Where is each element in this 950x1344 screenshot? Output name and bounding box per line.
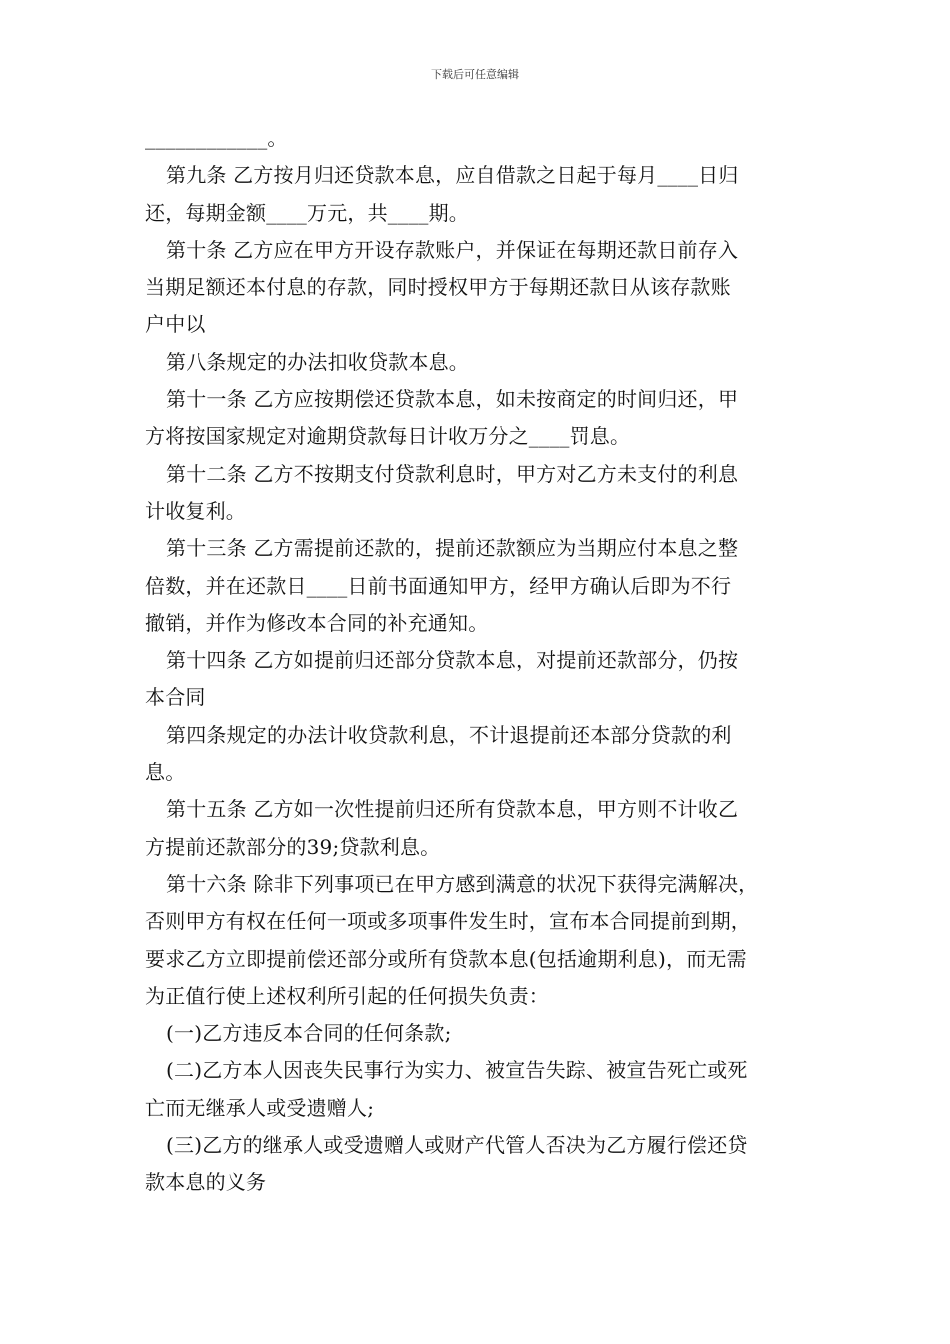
text-line: 方提前还款部分的39;贷款利息。 [145, 834, 441, 859]
text-line: 方将按国家规定对逾期贷款每日计收万分之____罚息。 [145, 424, 631, 449]
text-line: 第九条 乙方按月归还贷款本息，应自借款之日起于每月____日归 [166, 163, 739, 188]
text-line: ____________。 [145, 126, 288, 150]
text-line: 第十一条 乙方应按期偿还贷款本息，如未按商定的时间归还，甲 [166, 387, 739, 412]
text-line: 第十二条 乙方不按期支付贷款利息时，甲方对乙方未支付的利息 [166, 461, 739, 486]
text-line: 为正值行使上述权利所引起的任何损失负责： [145, 983, 549, 1008]
text-line: (二)乙方本人因丧失民事行为实力、被宣告失踪、被宣告死亡或死 [166, 1058, 748, 1083]
text-line: (一)乙方违反本合同的任何条款; [166, 1021, 452, 1046]
text-line: 第四条规定的办法计收贷款利息，不计退提前还本部分贷款的利 [166, 722, 732, 747]
text-line: 第十三条 乙方需提前还款的，提前还款额应为当期应付本息之整 [166, 536, 739, 561]
text-line: 还，每期金额____万元，共____期。 [145, 200, 469, 225]
text-line: 第十条 乙方应在甲方开设存款账户，并保证在每期还款日前存入 [166, 237, 739, 262]
text-line: 第十四条 乙方如提前归还部分贷款本息，对提前还款部分，仍按 [166, 648, 739, 673]
text-line: 要求乙方立即提前偿还部分或所有贷款本息(包括逾期利息)，而无需 [145, 946, 747, 971]
document-body [145, 120, 810, 1202]
text-line: 撤销，并作为修改本合同的补充通知。 [145, 610, 489, 635]
text-line: 亡而无继承人或受遗赠人; [145, 1095, 375, 1120]
text-line: (三)乙方的继承人或受遗赠人或财产代管人否决为乙方履行偿还贷 [166, 1133, 748, 1158]
text-line: 款本息的义务 [145, 1170, 267, 1195]
text-line: 当期足额还本付息的存款，同时授权甲方于每期还款日从该存款账 [145, 275, 731, 300]
text-line: 否则甲方有权在任何一项或多项事件发生时，宣布本合同提前到期， [145, 909, 751, 934]
text-line: 第十六条 除非下列事项已在甲方感到满意的状况下获得完满解决， [166, 871, 759, 896]
page-header-note: 下载后可任意编辑 [431, 68, 519, 81]
text-line: 第十五条 乙方如一次性提前归还所有贷款本息，甲方则不计收乙 [166, 797, 739, 822]
text-line: 本合同 [145, 685, 206, 710]
text-line: 第八条规定的办法扣收贷款本息。 [166, 349, 469, 374]
text-line: 息。 [145, 760, 186, 785]
text-line: 户中以 [145, 312, 206, 337]
text-line: 计收复利。 [145, 498, 246, 523]
text-line: 倍数，并在还款日____日前书面通知甲方，经甲方确认后即为不行 [145, 573, 732, 598]
